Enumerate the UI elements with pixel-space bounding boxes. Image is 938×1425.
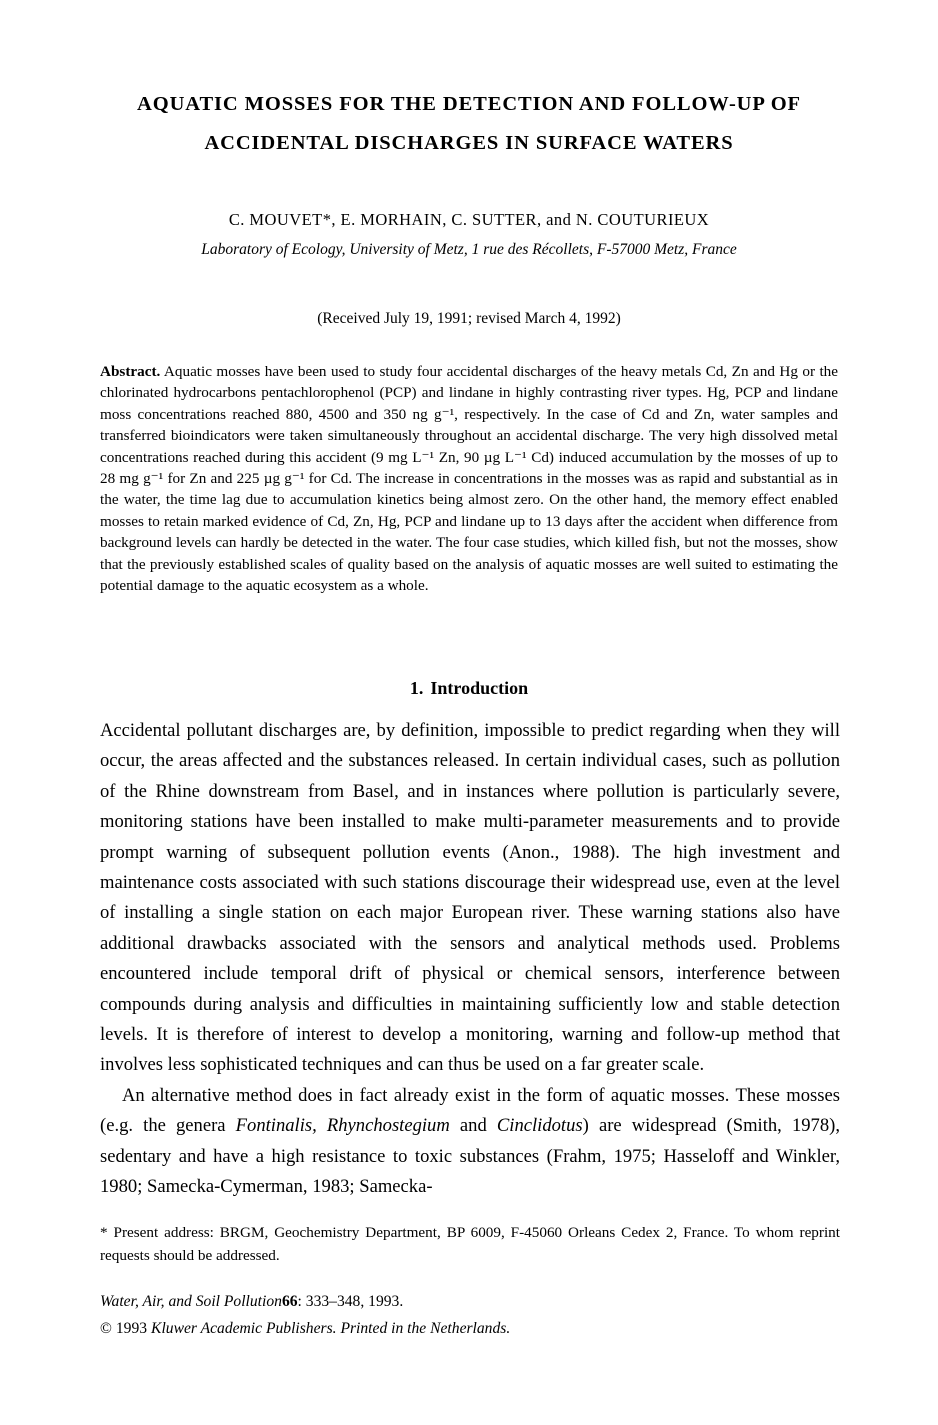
journal-pages: : 333–348, 1993.: [297, 1293, 404, 1310]
section-heading-introduction: [100, 678, 838, 699]
footnote-present-address: * Present address: BRGM, Geochemistry Department, BP 6009, F-45060 Orleans Cedex 2, France. To whom reprint requests should be addressed.: [100, 1224, 840, 1264]
paragraph-2: [100, 1081, 840, 1203]
genera-name-1: Fontinalis, Rhynchostegium: [235, 1115, 450, 1137]
journal-volume: 66: [281, 1293, 298, 1310]
section-title: Introduction: [430, 678, 529, 698]
paragraph-2-part-3: ) are widespread (Smith, 1978), sedentary and have a high resistance to toxic substances (Frahm, 1975; Hasseloff and Winkler, 1980; Samecka-Cymerman, 1983; Samecka-: [100, 1115, 840, 1198]
journal-citation: [100, 1288, 840, 1315]
title-line-1: AQUATIC MOSSES FOR THE DETECTION AND FOLLOW-UP OF: [137, 93, 801, 115]
publisher-name: Kluwer Academic Publishers. Printed in the Netherlands.: [151, 1320, 511, 1337]
paragraph-2-part-2: and: [449, 1115, 497, 1137]
copyright-icon: ©: [100, 1320, 112, 1337]
title-line-2: ACCIDENTAL DISCHARGES IN SURFACE WATERS: [204, 132, 734, 154]
paragraph-2-part-1: An alternative method does in fact already exist in the form of aquatic mosses. These mosses (e.g. the genera: [100, 1084, 840, 1137]
copyright-year: 1993: [115, 1320, 148, 1337]
abstract-label: Abstract.: [100, 363, 161, 380]
received-date: (Received July 19, 1991; revised March 4, 1992): [317, 310, 621, 327]
journal-footer: [100, 1288, 840, 1342]
author-list: C. MOUVET*, E. MORHAIN, C. SUTTER, and N. COUTURIEUX: [228, 210, 710, 229]
authors-block: [100, 208, 838, 262]
abstract-text: Aquatic mosses have been used to study four accidental discharges of the heavy metals Cd, Zn and Hg or the chlorinated hydrocarbons pentachlorophenol (PCP) and lindane in highly contrasting river types. Hg, PCP and lindane moss concentrations reached 880, 4500 and 350 ng g⁻¹, respectively. In the case of Cd and Zn, water samples and transferred bioindicators were taken simultaneously throughout an accidental discharge. The very high dissolved metal concentrations reached during this accident (9 mg L⁻¹ Zn, 90 µg L⁻¹ Cd) induced accumulation by the mosses of up to 28 mg g⁻¹ for Zn and 225 µg g⁻¹ for Cd. The increase in concentrations in the mosses was as rapid and substantial as in the water, the time lag due to accumulation kinetics being almost zero. On the other hand, the memory effect enabled mosses to retain marked evidence of Cd, Zn, Hg, PCP and lindane up to 13 days after the accident when difference from background levels can hardly be detected in the water. The four case studies, which killed fish, but not the mosses, show that the previously established scales of quality based on the analysis of aquatic mosses are well suited to estimating the potential damage to the aquatic ecosystem as a whole.: [100, 363, 838, 595]
copyright-line: [100, 1315, 840, 1342]
abstract-section: [100, 361, 838, 596]
paper-title: [100, 85, 838, 163]
section-number: 1.: [409, 678, 424, 698]
genera-name-2: Cinclidotus: [496, 1115, 583, 1137]
body-text: [100, 716, 840, 1203]
paragraph-1: Accidental pollutant discharges are, by definition, impossible to predict regarding when they will occur, the areas affected and the substances released. In certain individual cases, such as pollution of the Rhine downstream from Basel, and in instances where pollution is particularly severe, monitoring stations have been installed to make multi-parameter measurements and to provide prompt warning of subsequent pollution events (Anon., 1988). The high investment and maintenance costs associated with such stations discourage their widespread use, even at the level of installing a single station on each major European river. These warning stations also have additional drawbacks associated with the sensors and analytical methods used. Problems encountered include temporal drift of physical or chemical sensors, interference between compounds during analysis and difficulties in maintaining sufficiently low and stable detection levels. It is therefore of interest to develop a monitoring, warning and follow-up method that involves less sophisticated techniques and can thus be used on a far greater scale.: [100, 720, 840, 1076]
journal-name: Water, Air, and Soil Pollution: [100, 1293, 282, 1310]
affiliation: Laboratory of Ecology, University of Metz, 1 rue des Récollets, F-57000 Metz, France: [201, 241, 737, 258]
